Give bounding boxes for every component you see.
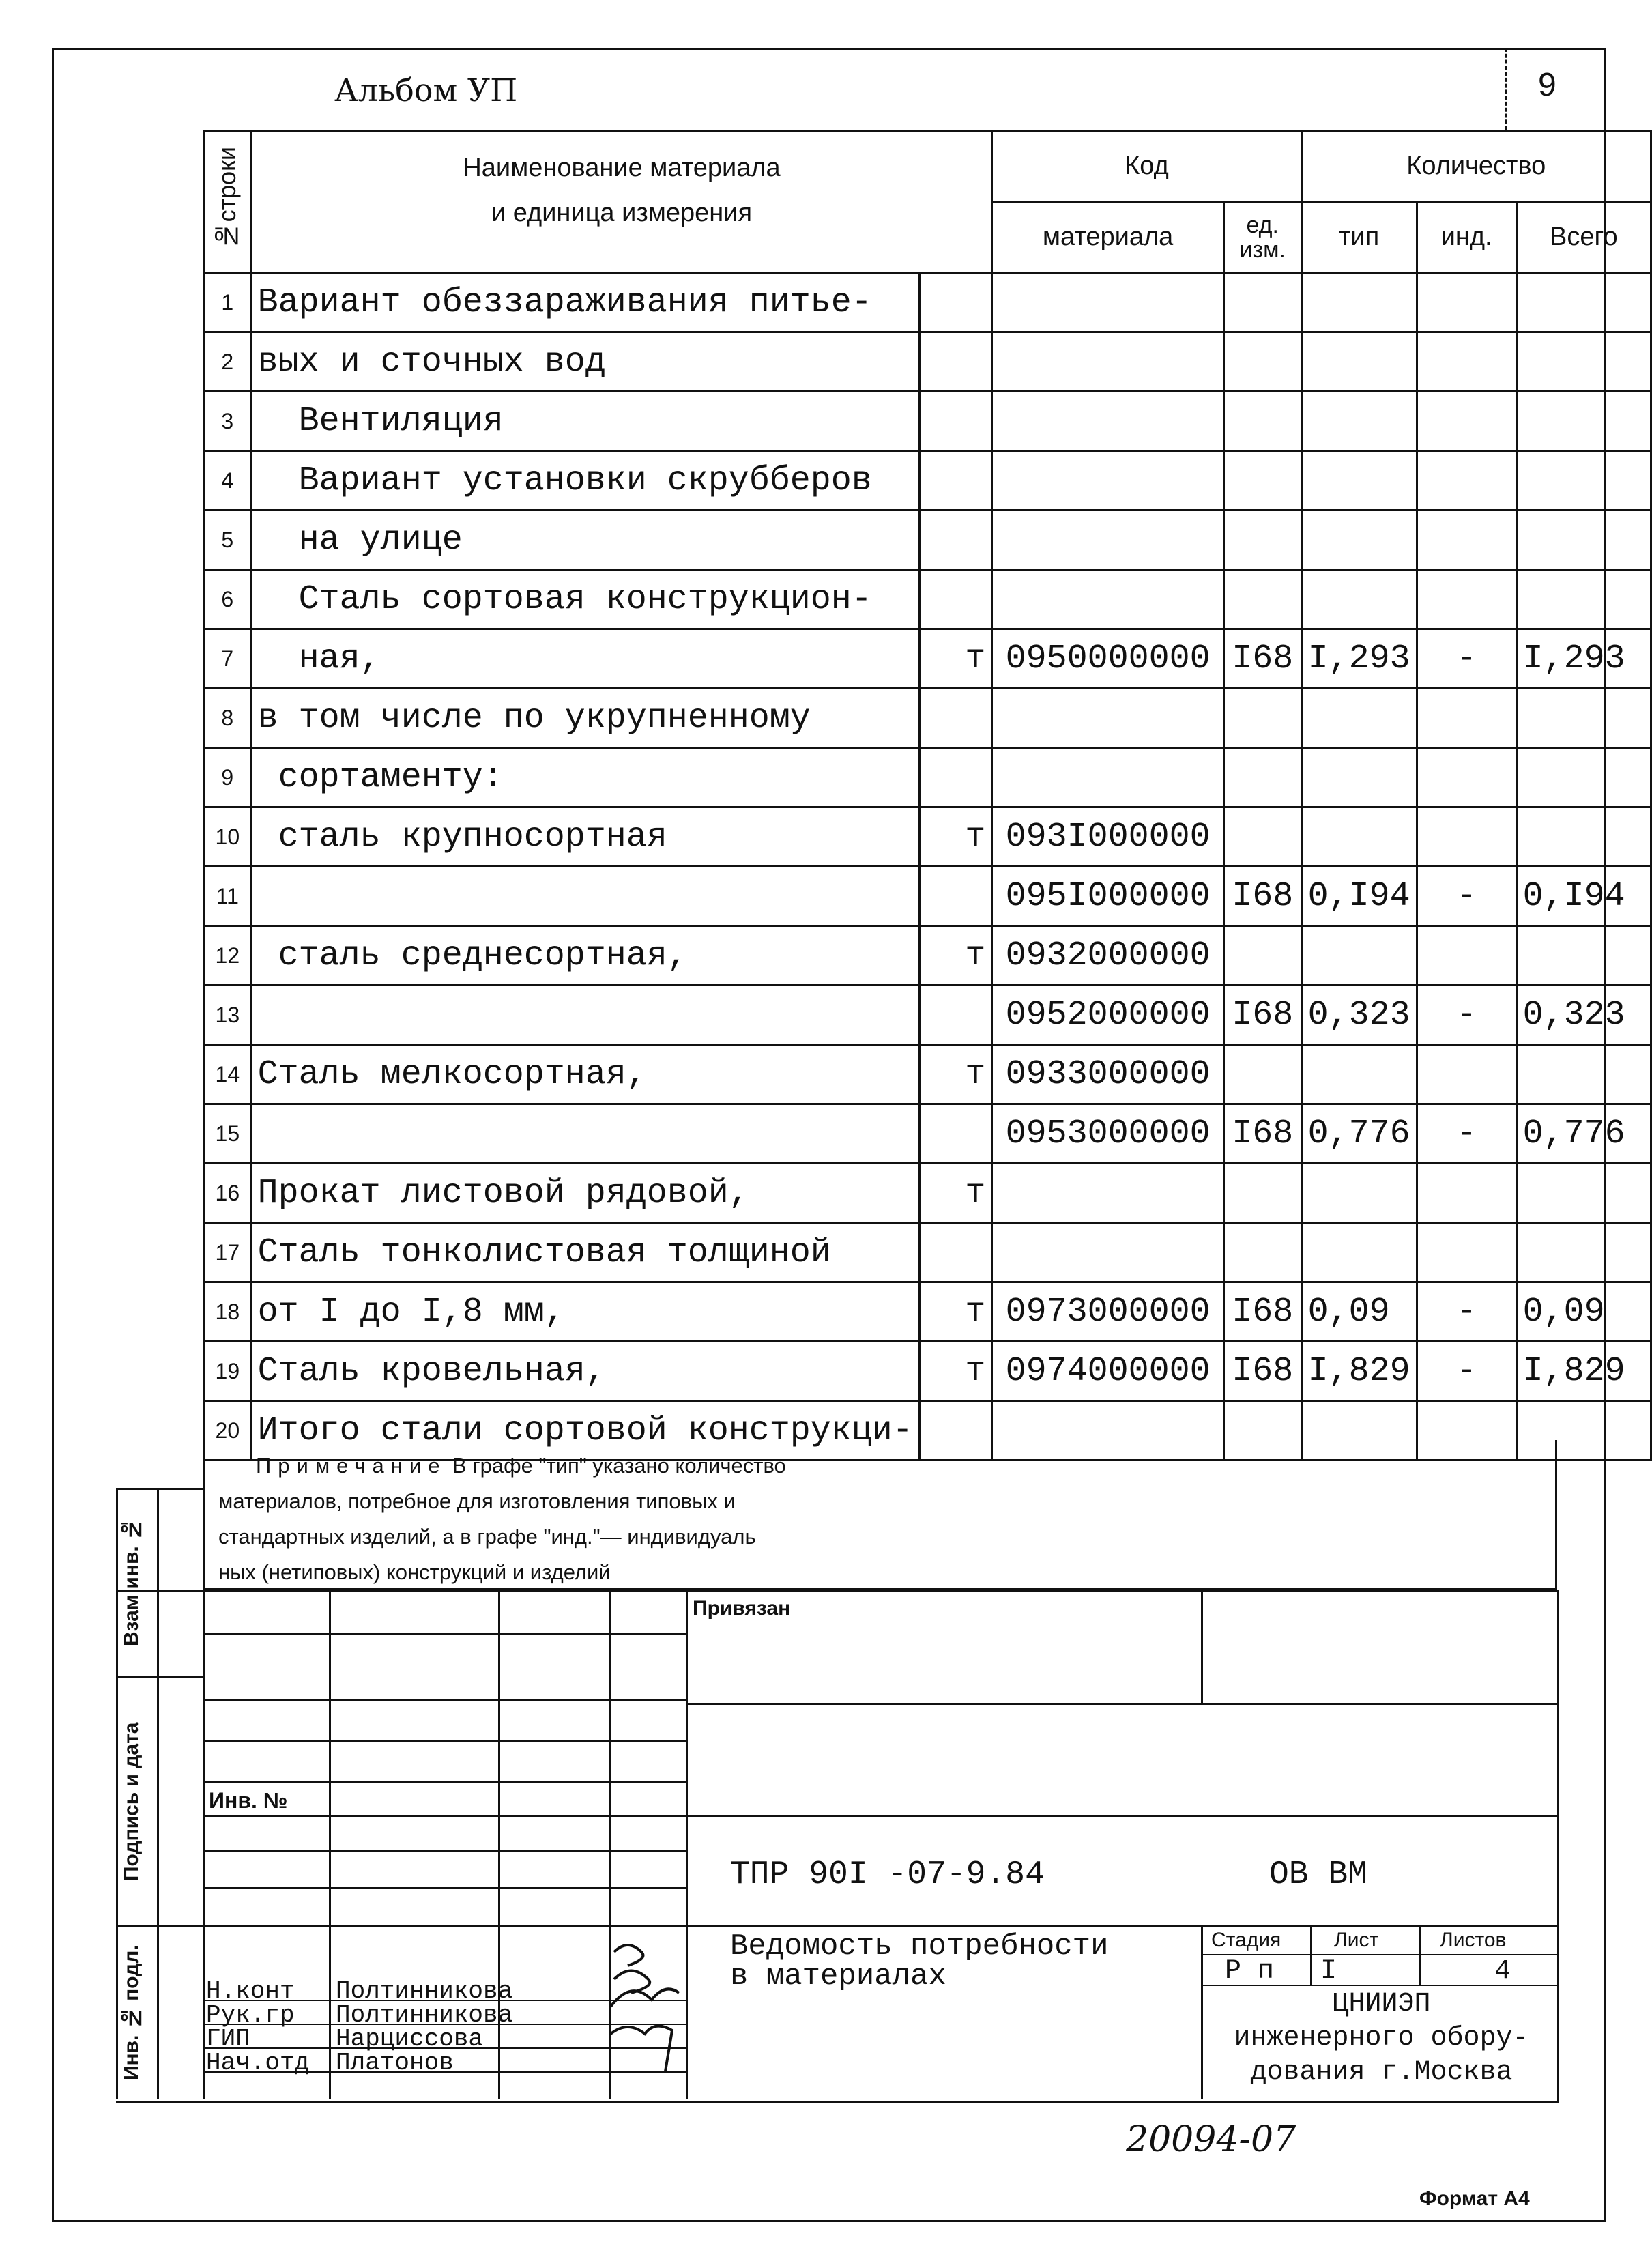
qty-total xyxy=(1516,748,1651,807)
sheets-label: Листов xyxy=(1440,1929,1507,1951)
page-number: 9 xyxy=(1538,67,1556,103)
material-name: Вариант обеззараживания питье- xyxy=(251,273,919,332)
tb-line xyxy=(203,1633,686,1635)
material-name: ная, xyxy=(251,629,919,689)
qty-ind: - xyxy=(1417,1282,1516,1342)
unit-of-measure: т xyxy=(919,807,992,867)
row-number: 2 xyxy=(204,332,252,392)
header-type: тип xyxy=(1301,202,1417,273)
signatory-role: Нач.отд xyxy=(206,2049,310,2077)
qty-type: I,829 xyxy=(1301,1342,1417,1401)
qty-total xyxy=(1516,511,1651,570)
qty-ind xyxy=(1417,570,1516,629)
header-name: Наименование материала и единица измерения xyxy=(251,131,992,273)
qty-ind: - xyxy=(1417,1342,1516,1401)
qty-total: I,829 xyxy=(1516,1342,1651,1401)
row-number: 14 xyxy=(204,1045,252,1104)
unit-of-measure: т xyxy=(919,1342,992,1401)
document-title: Ведомость потребности в материалах xyxy=(730,1929,1109,1994)
material-code xyxy=(992,273,1224,332)
qty-ind xyxy=(1417,1164,1516,1223)
material-name: от I до I,8 мм, xyxy=(251,1282,919,1342)
material-name: Сталь сортовая конструкцион- xyxy=(251,570,919,629)
side-strip-top xyxy=(116,1488,203,1490)
qty-total xyxy=(1516,451,1651,511)
stage-value: Р п xyxy=(1225,1956,1275,1987)
album-title: Альбом УП xyxy=(334,72,518,109)
qty-total xyxy=(1516,807,1651,867)
row-number: 5 xyxy=(204,511,252,570)
table-row xyxy=(204,748,1651,807)
unit-of-measure xyxy=(919,273,992,332)
qty-type: 0,776 xyxy=(1301,1104,1417,1164)
material-name: Итого стали сортовой конструкци- xyxy=(251,1401,919,1461)
material-code xyxy=(992,1164,1224,1223)
qty-type xyxy=(1301,1164,1417,1223)
header-material: материала xyxy=(992,202,1224,273)
row-number: 4 xyxy=(204,451,252,511)
row-number: 13 xyxy=(204,986,252,1045)
qty-type xyxy=(1301,332,1417,392)
row-number: 12 xyxy=(204,926,252,986)
tb-line xyxy=(203,1850,686,1852)
qty-type xyxy=(1301,273,1417,332)
material-code: 093I000000 xyxy=(992,807,1224,867)
unit-of-measure xyxy=(919,451,992,511)
signature-marks xyxy=(607,1931,716,2109)
table-row xyxy=(204,273,1651,332)
unit-code xyxy=(1223,926,1301,986)
sheet-value: I xyxy=(1320,1956,1337,1987)
material-name: в том числе по укрупненному xyxy=(251,689,919,748)
qty-type xyxy=(1301,748,1417,807)
organization: ЦНИИЭП инженерного обору- дования г.Москва xyxy=(1234,1989,1529,2088)
table-row xyxy=(204,511,1651,570)
table-row xyxy=(204,986,1651,1045)
tb-line xyxy=(203,1925,1557,1927)
table-row xyxy=(204,1045,1651,1104)
material-code xyxy=(992,748,1224,807)
row-number: 7 xyxy=(204,629,252,689)
table-row xyxy=(204,807,1651,867)
tb-line xyxy=(1310,1925,1312,1985)
qty-ind xyxy=(1417,511,1516,570)
unit-of-measure xyxy=(919,867,992,926)
unit-of-measure xyxy=(919,1104,992,1164)
header-quantity: Количество xyxy=(1301,131,1651,202)
qty-type xyxy=(1301,1223,1417,1282)
qty-total xyxy=(1516,1045,1651,1104)
side-label-vzam: Взам инв. № xyxy=(120,1517,143,1646)
note-block xyxy=(203,1440,1557,1590)
tb-line xyxy=(329,1590,331,2099)
page-number-divider xyxy=(1505,48,1507,130)
material-code: 0932000000 xyxy=(992,926,1224,986)
qty-total: 0,09 xyxy=(1516,1282,1651,1342)
qty-total: 0,323 xyxy=(1516,986,1651,1045)
unit-of-measure: т xyxy=(919,629,992,689)
material-code xyxy=(992,689,1224,748)
material-name: Сталь тонколистовая толщиной xyxy=(251,1223,919,1282)
handwritten-number: 20094-07 xyxy=(1126,2119,1296,2160)
tb-line xyxy=(203,1740,686,1742)
qty-type xyxy=(1301,1045,1417,1104)
qty-total: 0,I94 xyxy=(1516,867,1651,926)
tb-line xyxy=(1203,1954,1557,1955)
material-name: вых и сточных вод xyxy=(251,332,919,392)
stage-label: Стадия xyxy=(1211,1929,1281,1951)
tb-line xyxy=(1201,1925,1203,2099)
material-name: Вентиляция xyxy=(251,392,919,451)
qty-type: I,293 xyxy=(1301,629,1417,689)
row-number: 8 xyxy=(204,689,252,748)
qty-type xyxy=(1301,511,1417,570)
row-number: 16 xyxy=(204,1164,252,1223)
qty-type xyxy=(1301,392,1417,451)
material-name: на улице xyxy=(251,511,919,570)
document-code: ТПР 90I -07-9.84 xyxy=(730,1856,1045,1893)
unit-of-measure xyxy=(919,392,992,451)
row-number: 11 xyxy=(204,867,252,926)
unit-code xyxy=(1223,511,1301,570)
qty-ind xyxy=(1417,1223,1516,1282)
table-row xyxy=(204,867,1651,926)
note-line3: стандартных изделий, а в графе "инд."— индивидуаль xyxy=(218,1525,756,1549)
unit-of-measure: т xyxy=(919,1164,992,1223)
qty-type xyxy=(1301,807,1417,867)
materials-table xyxy=(203,130,1652,1461)
material-code xyxy=(992,332,1224,392)
qty-ind: - xyxy=(1417,867,1516,926)
material-code: 095I000000 xyxy=(992,867,1224,926)
inv-no-label: Инв. № xyxy=(209,1788,288,1813)
table-row xyxy=(204,1282,1651,1342)
qty-total xyxy=(1516,273,1651,332)
header-unit: ед. изм. xyxy=(1223,202,1301,273)
qty-ind xyxy=(1417,926,1516,986)
qty-total xyxy=(1516,570,1651,629)
material-code xyxy=(992,570,1224,629)
unit-of-measure xyxy=(919,689,992,748)
qty-total xyxy=(1516,1164,1651,1223)
material-code xyxy=(992,1223,1224,1282)
material-code: 0974000000 xyxy=(992,1342,1224,1401)
unit-code: I68 xyxy=(1223,1104,1301,1164)
qty-ind: - xyxy=(1417,1104,1516,1164)
qty-ind: - xyxy=(1417,986,1516,1045)
signatory-role: Рук.гр xyxy=(206,2001,295,2029)
header-ind: инд. xyxy=(1417,202,1516,273)
unit-of-measure xyxy=(919,511,992,570)
material-name: Сталь кровельная, xyxy=(251,1342,919,1401)
material-name: сталь среднесортная, xyxy=(251,926,919,986)
unit-code xyxy=(1223,451,1301,511)
table-row xyxy=(204,332,1651,392)
header-code: Код xyxy=(992,131,1301,202)
qty-ind xyxy=(1417,689,1516,748)
qty-type xyxy=(1301,570,1417,629)
qty-type: 0,I94 xyxy=(1301,867,1417,926)
material-code: 0950000000 xyxy=(992,629,1224,689)
tb-line xyxy=(203,1699,686,1701)
material-code xyxy=(992,511,1224,570)
tb-line xyxy=(686,1703,1557,1705)
unit-code xyxy=(1223,1164,1301,1223)
material-code: 0953000000 xyxy=(992,1104,1224,1164)
material-name: сталь крупносортная xyxy=(251,807,919,867)
qty-ind: - xyxy=(1417,629,1516,689)
unit-code xyxy=(1223,1045,1301,1104)
signatory-name: Платонов xyxy=(336,2049,454,2077)
material-name xyxy=(251,867,919,926)
signatory-name: Полтинникова xyxy=(336,1977,513,2005)
unit-of-measure xyxy=(919,748,992,807)
signatory-role: ГИП xyxy=(206,2025,250,2053)
row-number: 18 xyxy=(204,1282,252,1342)
tb-line xyxy=(1419,1925,1421,1985)
privyazan-label: Привязан xyxy=(693,1597,791,1620)
unit-of-measure xyxy=(919,986,992,1045)
qty-type xyxy=(1301,926,1417,986)
unit-code xyxy=(1223,1223,1301,1282)
unit-code xyxy=(1223,273,1301,332)
material-name: сортаменту: xyxy=(251,748,919,807)
note-line4: ных (нетиповых) конструкций и изделий xyxy=(218,1560,611,1584)
row-number: 20 xyxy=(204,1401,252,1461)
row-number: 10 xyxy=(204,807,252,867)
unit-of-measure: т xyxy=(919,926,992,986)
table-row xyxy=(204,689,1651,748)
table-row xyxy=(204,1104,1651,1164)
signatory-name: Нарциссова xyxy=(336,2025,484,2053)
qty-total xyxy=(1516,392,1651,451)
tb-line xyxy=(1201,1590,1203,1703)
unit-code: I68 xyxy=(1223,867,1301,926)
sheet-label: Лист xyxy=(1334,1929,1379,1951)
qty-total: 0,776 xyxy=(1516,1104,1651,1164)
qty-ind xyxy=(1417,392,1516,451)
table-row xyxy=(204,926,1651,986)
qty-type xyxy=(1301,689,1417,748)
qty-ind xyxy=(1417,1045,1516,1104)
qty-ind xyxy=(1417,748,1516,807)
material-code: 0952000000 xyxy=(992,986,1224,1045)
format-label: Формат А4 xyxy=(1419,2187,1530,2210)
tb-line xyxy=(203,1590,205,2099)
qty-total xyxy=(1516,332,1651,392)
unit-of-measure xyxy=(919,1223,992,1282)
row-number: 3 xyxy=(204,392,252,451)
signatory-name: Полтинникова xyxy=(336,2001,513,2029)
unit-code xyxy=(1223,392,1301,451)
document-mark: ОВ ВМ xyxy=(1269,1856,1368,1893)
unit-code: I68 xyxy=(1223,1342,1301,1401)
unit-of-measure xyxy=(919,570,992,629)
qty-ind xyxy=(1417,807,1516,867)
tb-line xyxy=(203,1815,1557,1817)
qty-ind xyxy=(1417,451,1516,511)
unit-code xyxy=(1223,332,1301,392)
side-label-podpis: Подпись и дата xyxy=(120,1722,143,1881)
material-name xyxy=(251,986,919,1045)
qty-total xyxy=(1516,689,1651,748)
qty-total xyxy=(1516,1223,1651,1282)
row-number: 17 xyxy=(204,1223,252,1282)
signatory-role: Н.конт xyxy=(206,1977,295,2005)
unit-code: I68 xyxy=(1223,986,1301,1045)
unit-code xyxy=(1223,748,1301,807)
qty-type: 0,09 xyxy=(1301,1282,1417,1342)
table-row xyxy=(204,1223,1651,1282)
header-row-no: №строки xyxy=(204,131,252,273)
unit-code: I68 xyxy=(1223,1282,1301,1342)
tb-line xyxy=(203,1781,686,1783)
table-row xyxy=(204,629,1651,689)
unit-of-measure: т xyxy=(919,1282,992,1342)
table-row xyxy=(204,392,1651,451)
unit-of-measure: т xyxy=(919,1045,992,1104)
table-row xyxy=(204,1164,1651,1223)
note-line1: В графе "тип" указано количество xyxy=(446,1454,786,1478)
table-row xyxy=(204,570,1651,629)
sheets-value: 4 xyxy=(1494,1956,1511,1987)
row-number: 9 xyxy=(204,748,252,807)
qty-total xyxy=(1516,926,1651,986)
unit-code: I68 xyxy=(1223,629,1301,689)
row-number: 1 xyxy=(204,273,252,332)
table-row xyxy=(204,1342,1651,1401)
unit-code xyxy=(1223,570,1301,629)
qty-type xyxy=(1301,451,1417,511)
qty-type: 0,323 xyxy=(1301,986,1417,1045)
note-line2: материалов, потребное для изготовления типовых и xyxy=(218,1489,736,1513)
material-name: Вариант установки скрубберов xyxy=(251,451,919,511)
unit-of-measure xyxy=(919,332,992,392)
material-code: 0973000000 xyxy=(992,1282,1224,1342)
unit-code xyxy=(1223,807,1301,867)
material-code: 0933000000 xyxy=(992,1045,1224,1104)
header-total: Всего xyxy=(1516,202,1651,273)
unit-code xyxy=(1223,689,1301,748)
qty-total: I,293 xyxy=(1516,629,1651,689)
row-number: 15 xyxy=(204,1104,252,1164)
material-code xyxy=(992,392,1224,451)
qty-ind xyxy=(1417,332,1516,392)
tb-line xyxy=(203,1887,686,1889)
material-name: Прокат листовой рядовой, xyxy=(251,1164,919,1223)
row-number: 19 xyxy=(204,1342,252,1401)
row-number: 6 xyxy=(204,570,252,629)
side-label-inv: Инв. № подл. xyxy=(120,1944,143,2080)
material-name: Сталь мелкосортная, xyxy=(251,1045,919,1104)
note-label: Примечание xyxy=(256,1454,447,1478)
qty-ind xyxy=(1417,273,1516,332)
table-row xyxy=(204,451,1651,511)
material-name xyxy=(251,1104,919,1164)
material-code xyxy=(992,451,1224,511)
